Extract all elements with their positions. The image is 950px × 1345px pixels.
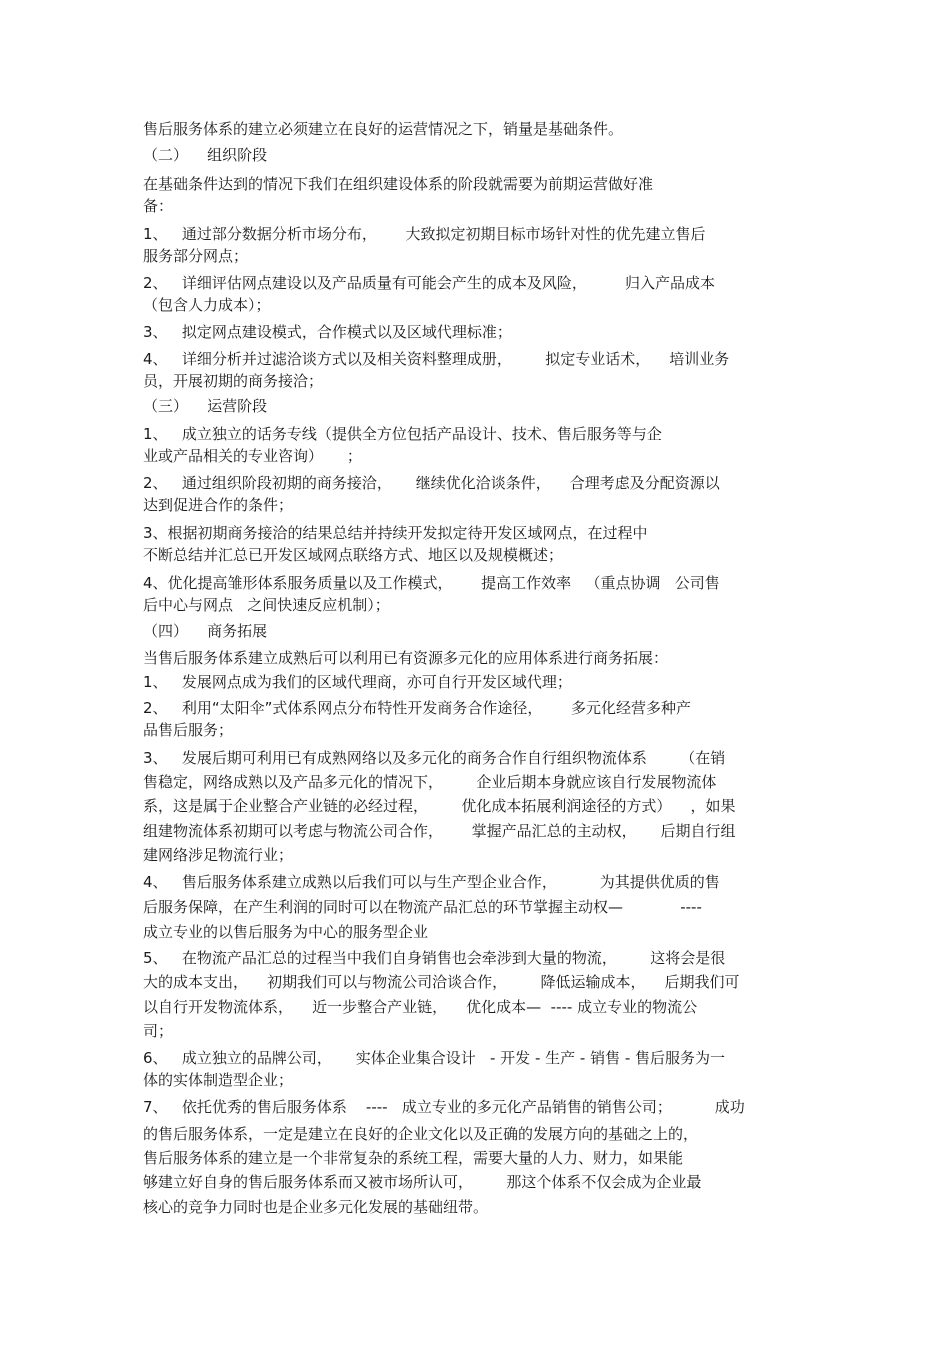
text-line: 以自行开发物流体系， 近一步整合产业链， 优化成本— ---- 成立专业的物流公	[143, 998, 698, 1016]
list-item: 4、 售后服务体系建立成熟以后我们可以与生产型企业合作， 为其提供优质的售	[143, 873, 720, 891]
text-line: 的售后服务体系，一定是建立在良好的企业文化以及正确的发展方向的基础之上的，	[143, 1125, 699, 1143]
text-line: 业或产品相关的专业咨询） ；	[143, 447, 362, 465]
text-line: 后服务保障，在产生利润的同时可以在物流产品汇总的环节掌握主动权— ----	[143, 898, 702, 916]
text-line: 体的实体制造型企业；	[143, 1071, 294, 1089]
list-item: 3、 发展后期可利用已有成熟网络以及多元化的商务合作自行组织物流体系 （在销	[143, 749, 726, 767]
text-line: 够建立好自身的售后服务体系而又被市场所认可， 那这个体系不仅会成为企业最	[143, 1173, 702, 1191]
list-item: 6、 成立独立的品牌公司， 实体企业集合设计 - 开发 - 生产 - 销售 - 售后服务为一	[143, 1049, 726, 1067]
text-line: 当售后服务体系建立成熟后可以利用已有资源多元化的应用体系进行商务拓展：	[143, 649, 669, 667]
text-line: 备：	[143, 197, 174, 215]
list-item: 3、根据初期商务接洽的结果总结并持续开发拟定待开发区域网点，在过程中	[143, 524, 648, 542]
text-line: 后中心与网点 之间快速反应机制）；	[143, 596, 390, 614]
text-line: 员，开展初期的商务接洽；	[143, 372, 324, 390]
section-heading: （四） 商务拓展	[143, 622, 268, 640]
text-line: 建网络涉足物流行业；	[143, 846, 294, 864]
text-line: 组建物流体系初期可以考虑与物流公司合作， 掌握产品汇总的主动权， 后期自行组	[143, 822, 736, 840]
list-item: 1、 通过部分数据分析市场分布， 大致拟定初期目标市场针对性的优先建立售后	[143, 225, 706, 243]
list-item: 2、 详细评估网点建设以及产品质量有可能会产生的成本及风险， 归入产品成本	[143, 274, 715, 292]
text-line: 成立专业的以售后服务为中心的服务型企业	[143, 923, 429, 941]
list-item: 3、 拟定网点建设模式，合作模式以及区域代理标准；	[143, 323, 512, 341]
text-line: 在基础条件达到的情况下我们在组织建设体系的阶段就需要为前期运营做好准	[143, 175, 654, 193]
list-item: 5、 在物流产品汇总的过程当中我们自身销售也会牵涉到大量的物流， 这将会是很	[143, 949, 726, 967]
list-item: 2、 利用“太阳伞”式体系网点分布特性开发商务合作途径， 多元化经营多种产	[143, 699, 692, 717]
text-line: 品售后服务；	[143, 721, 234, 739]
section-heading: （二） 组织阶段	[143, 146, 268, 164]
text-line: 服务部分网点；	[143, 247, 249, 265]
text-line: 大的成本支出， 初期我们可以与物流公司洽谈合作， 降低运输成本， 后期我们可	[143, 973, 740, 991]
list-item: 4、 详细分析并过滤洽谈方式以及相关资料整理成册， 拟定专业话术， 培训业务	[143, 350, 730, 368]
text-line: （包含人力成本）；	[143, 296, 271, 314]
list-item: 1、 发展网点成为我们的区域代理商，亦可自行开发区域代理；	[143, 673, 572, 691]
section-heading: （三） 运营阶段	[143, 397, 268, 415]
list-item: 4、优化提高雏形体系服务质量以及工作模式， 提高工作效率 （重点协调 公司售	[143, 574, 720, 592]
text-line: 售后服务体系的建立必须建立在良好的运营情况之下，销量是基础条件。	[143, 120, 624, 138]
text-line: 司；	[143, 1022, 174, 1040]
text-line: 系，这是属于企业整合产业链的必经过程， 优化成本拓展利润途径的方式） ，如果	[143, 797, 736, 815]
text-line: 达到促进合作的条件；	[143, 496, 294, 514]
text-line: 售稳定，网络成熟以及产品多元化的情况下， 企业后期本身就应该自行发展物流体	[143, 773, 717, 791]
list-item: 2、 通过组织阶段初期的商务接洽， 继续优化洽谈条件， 合理考虑及分配资源以	[143, 474, 720, 492]
list-item: 1、 成立独立的话务专线（提供全方位包括产品设计、技术、售后服务等与企	[143, 425, 662, 443]
text-line: 核心的竞争力同时也是企业多元化发展的基础纽带。	[143, 1198, 489, 1216]
text-line: 不断总结并汇总已开发区域网点联络方式、地区以及规模概述；	[143, 546, 564, 564]
text-line: 售后服务体系的建立是一个非常复杂的系统工程，需要大量的人力、财力，如果能	[143, 1149, 684, 1167]
list-item: 7、 依托优秀的售后服务体系 ---- 成立专业的多元化产品销售的销售公司； 成功	[143, 1098, 745, 1116]
